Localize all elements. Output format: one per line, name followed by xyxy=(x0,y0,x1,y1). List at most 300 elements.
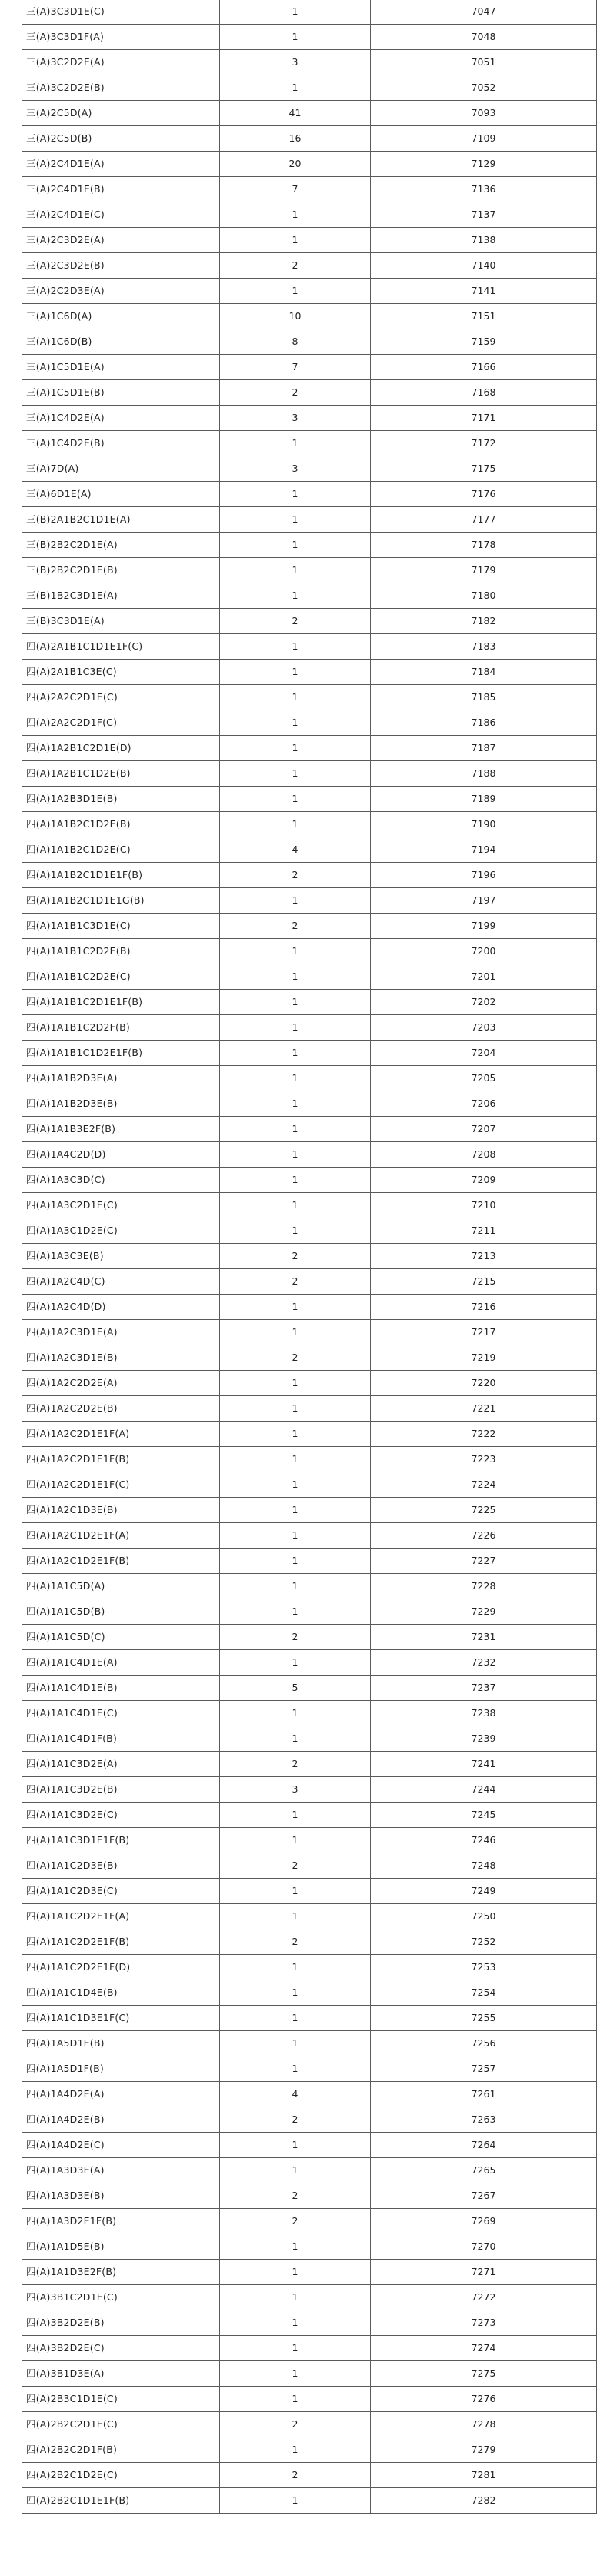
row-count-cell: 1 xyxy=(220,2260,371,2285)
row-count-cell: 1 xyxy=(220,888,371,914)
row-count-cell: 1 xyxy=(220,228,371,253)
table-row xyxy=(22,1041,597,1066)
table-row xyxy=(22,914,597,939)
row-code-cell: 四(A)1A2C1D2E1F(A) xyxy=(22,1523,220,1549)
row-total-cell: 7203 xyxy=(371,1015,597,1041)
row-count-cell: 1 xyxy=(220,1523,371,1549)
row-code-cell: 四(A)1A1D3E2F(B) xyxy=(22,2260,220,2285)
row-code-cell: 四(A)1A1B2D3E(B) xyxy=(22,1091,220,1117)
row-total-cell: 7208 xyxy=(371,1142,597,1168)
row-total-cell: 7241 xyxy=(371,1752,597,1777)
row-code-cell: 四(A)1A2B3D1E(B) xyxy=(22,787,220,812)
table-row xyxy=(22,2056,597,2082)
row-code-cell: 四(A)1A1B1C2D1E1F(B) xyxy=(22,990,220,1015)
row-code-cell: 四(A)1A1B2C1D1E1F(B) xyxy=(22,863,220,888)
row-total-cell: 7182 xyxy=(371,609,597,634)
row-count-cell: 1 xyxy=(220,1142,371,1168)
row-code-cell: 三(A)1C6D(B) xyxy=(22,329,220,355)
table-row xyxy=(22,1929,597,1955)
table-row xyxy=(22,2463,597,2488)
row-code-cell: 三(A)1C4D2E(B) xyxy=(22,431,220,456)
row-code-cell: 三(A)3C2D2E(B) xyxy=(22,75,220,101)
row-count-cell: 1 xyxy=(220,761,371,787)
table-row xyxy=(22,939,597,964)
row-code-cell: 四(A)1A1B2C1D2E(C) xyxy=(22,837,220,863)
row-total-cell: 7200 xyxy=(371,939,597,964)
row-count-cell: 1 xyxy=(220,558,371,583)
row-code-cell: 四(A)1A3C2D1E(C) xyxy=(22,1193,220,1218)
row-code-cell: 四(A)1A1C2D2E1F(B) xyxy=(22,1929,220,1955)
row-count-cell: 2 xyxy=(220,2463,371,2488)
row-total-cell: 7179 xyxy=(371,558,597,583)
row-total-cell: 7263 xyxy=(371,2107,597,2133)
row-code-cell: 三(A)7D(A) xyxy=(22,456,220,482)
row-code-cell: 四(A)1A4C2D(D) xyxy=(22,1142,220,1168)
table-row xyxy=(22,1777,597,1803)
row-count-cell: 1 xyxy=(220,1168,371,1193)
row-code-cell: 四(A)1A2B1C1D2E(B) xyxy=(22,761,220,787)
table-row xyxy=(22,1701,597,1726)
row-total-cell: 7267 xyxy=(371,2183,597,2209)
row-count-cell: 1 xyxy=(220,685,371,710)
row-total-cell: 7237 xyxy=(371,1676,597,1701)
table-row xyxy=(22,964,597,990)
table-row xyxy=(22,1726,597,1752)
row-count-cell: 1 xyxy=(220,2310,371,2336)
row-code-cell: 四(A)1A2C2D2E(A) xyxy=(22,1371,220,1396)
row-count-cell: 1 xyxy=(220,2158,371,2183)
table-row xyxy=(22,2006,597,2031)
row-count-cell: 2 xyxy=(220,2107,371,2133)
row-code-cell: 四(A)1A2C3D1E(A) xyxy=(22,1320,220,1345)
row-total-cell: 7140 xyxy=(371,253,597,279)
table-row xyxy=(22,253,597,279)
row-code-cell: 四(A)1A1C4D1E(C) xyxy=(22,1701,220,1726)
table-row xyxy=(22,2488,597,2514)
table-row xyxy=(22,1244,597,1269)
row-count-cell: 1 xyxy=(220,2488,371,2514)
table-row xyxy=(22,1168,597,1193)
table-row xyxy=(22,482,597,507)
table-row xyxy=(22,1218,597,1244)
row-count-cell: 2 xyxy=(220,380,371,406)
row-count-cell: 1 xyxy=(220,1193,371,1218)
table-row xyxy=(22,456,597,482)
row-total-cell: 7186 xyxy=(371,710,597,736)
row-count-cell: 1 xyxy=(220,1066,371,1091)
row-code-cell: 四(A)1A4D2E(A) xyxy=(22,2082,220,2107)
row-code-cell: 四(A)1A1B1C2D2E(C) xyxy=(22,964,220,990)
table-row xyxy=(22,1828,597,1853)
row-total-cell: 7246 xyxy=(371,1828,597,1853)
row-count-cell: 1 xyxy=(220,75,371,101)
row-count-cell: 1 xyxy=(220,787,371,812)
row-count-cell: 1 xyxy=(220,1117,371,1142)
row-count-cell: 2 xyxy=(220,863,371,888)
table-row xyxy=(22,2336,597,2361)
table-row xyxy=(22,1549,597,1574)
table-row xyxy=(22,380,597,406)
table-row xyxy=(22,126,597,152)
row-count-cell: 1 xyxy=(220,2056,371,2082)
table-row xyxy=(22,736,597,761)
row-count-cell: 1 xyxy=(220,2234,371,2260)
table-row xyxy=(22,228,597,253)
table-row xyxy=(22,1371,597,1396)
row-count-cell: 1 xyxy=(220,1371,371,1396)
row-code-cell: 四(A)3B2D2E(C) xyxy=(22,2336,220,2361)
table-row xyxy=(22,1117,597,1142)
row-total-cell: 7257 xyxy=(371,2056,597,2082)
row-code-cell: 四(A)1A4D2E(B) xyxy=(22,2107,220,2133)
row-count-cell: 1 xyxy=(220,1091,371,1117)
row-code-cell: 三(A)1C5D1E(A) xyxy=(22,355,220,380)
row-code-cell: 四(A)1A4D2E(C) xyxy=(22,2133,220,2158)
table-row xyxy=(22,1422,597,1447)
table-row xyxy=(22,202,597,228)
row-code-cell: 四(A)2A1B1C3E(C) xyxy=(22,660,220,685)
row-total-cell: 7216 xyxy=(371,1295,597,1320)
row-total-cell: 7232 xyxy=(371,1650,597,1676)
row-code-cell: 四(A)1A2C3D1E(B) xyxy=(22,1345,220,1371)
row-total-cell: 7137 xyxy=(371,202,597,228)
row-count-cell: 2 xyxy=(220,914,371,939)
row-total-cell: 7178 xyxy=(371,533,597,558)
table-row xyxy=(22,863,597,888)
row-total-cell: 7202 xyxy=(371,990,597,1015)
row-total-cell: 7227 xyxy=(371,1549,597,1574)
table-row xyxy=(22,1269,597,1295)
row-count-cell: 1 xyxy=(220,2387,371,2412)
row-total-cell: 7282 xyxy=(371,2488,597,2514)
row-total-cell: 7255 xyxy=(371,2006,597,2031)
table-row xyxy=(22,2412,597,2437)
row-code-cell: 三(A)2C3D2E(B) xyxy=(22,253,220,279)
row-total-cell: 7226 xyxy=(371,1523,597,1549)
row-total-cell: 7215 xyxy=(371,1269,597,1295)
table-row xyxy=(22,2387,597,2412)
table-row xyxy=(22,1498,597,1523)
row-code-cell: 四(A)1A1C1D3E1F(C) xyxy=(22,2006,220,2031)
table-row xyxy=(22,1650,597,1676)
row-count-cell: 1 xyxy=(220,279,371,304)
row-total-cell: 7279 xyxy=(371,2437,597,2463)
row-code-cell: 四(A)1A1C3D1E1F(B) xyxy=(22,1828,220,1853)
table-row xyxy=(22,837,597,863)
table-row xyxy=(22,1879,597,1904)
row-total-cell: 7185 xyxy=(371,685,597,710)
table-row xyxy=(22,634,597,660)
row-count-cell: 1 xyxy=(220,1396,371,1422)
table-row xyxy=(22,279,597,304)
row-total-cell: 7222 xyxy=(371,1422,597,1447)
table-row xyxy=(22,787,597,812)
row-count-cell: 1 xyxy=(220,939,371,964)
row-code-cell: 四(A)1A3C1D2E(C) xyxy=(22,1218,220,1244)
row-count-cell: 1 xyxy=(220,1701,371,1726)
row-total-cell: 7221 xyxy=(371,1396,597,1422)
row-code-cell: 四(A)2B3C1D1E(C) xyxy=(22,2387,220,2412)
row-code-cell: 三(A)6D1E(A) xyxy=(22,482,220,507)
row-count-cell: 3 xyxy=(220,50,371,75)
row-total-cell: 7244 xyxy=(371,1777,597,1803)
row-total-cell: 7196 xyxy=(371,863,597,888)
row-count-cell: 1 xyxy=(220,1803,371,1828)
row-total-cell: 7250 xyxy=(371,1904,597,1929)
table-row xyxy=(22,0,597,25)
row-count-cell: 41 xyxy=(220,101,371,126)
row-code-cell: 四(A)1A3D2E1F(B) xyxy=(22,2209,220,2234)
row-total-cell: 7223 xyxy=(371,1447,597,1472)
row-code-cell: 四(A)1A1B3E2F(B) xyxy=(22,1117,220,1142)
row-total-cell: 7180 xyxy=(371,583,597,609)
row-total-cell: 7177 xyxy=(371,507,597,533)
row-count-cell: 1 xyxy=(220,2336,371,2361)
row-count-cell: 1 xyxy=(220,25,371,50)
row-total-cell: 7109 xyxy=(371,126,597,152)
table-row xyxy=(22,1803,597,1828)
table-row xyxy=(22,533,597,558)
row-total-cell: 7219 xyxy=(371,1345,597,1371)
row-total-cell: 7210 xyxy=(371,1193,597,1218)
row-total-cell: 7205 xyxy=(371,1066,597,1091)
row-code-cell: 四(A)1A1B2D3E(A) xyxy=(22,1066,220,1091)
row-count-cell: 2 xyxy=(220,253,371,279)
row-total-cell: 7256 xyxy=(371,2031,597,2056)
row-total-cell: 7254 xyxy=(371,1980,597,2006)
row-total-cell: 7175 xyxy=(371,456,597,482)
table-row xyxy=(22,1625,597,1650)
row-code-cell: 四(A)1A1B2C1D1E1G(B) xyxy=(22,888,220,914)
row-total-cell: 7197 xyxy=(371,888,597,914)
table-row xyxy=(22,660,597,685)
row-total-cell: 7272 xyxy=(371,2285,597,2310)
row-code-cell: 四(A)1A2C4D(D) xyxy=(22,1295,220,1320)
row-count-cell: 3 xyxy=(220,456,371,482)
row-code-cell: 三(A)2C3D2E(A) xyxy=(22,228,220,253)
row-total-cell: 7172 xyxy=(371,431,597,456)
table-row xyxy=(22,1091,597,1117)
table-row xyxy=(22,1066,597,1091)
row-count-cell: 1 xyxy=(220,812,371,837)
row-total-cell: 7136 xyxy=(371,177,597,202)
row-code-cell: 四(A)2B2C2D1F(B) xyxy=(22,2437,220,2463)
row-code-cell: 四(A)1A1C5D(A) xyxy=(22,1574,220,1599)
data-table xyxy=(22,0,597,2514)
table-row xyxy=(22,304,597,329)
row-count-cell: 1 xyxy=(220,2006,371,2031)
row-code-cell: 三(A)2C5D(A) xyxy=(22,101,220,126)
table-row xyxy=(22,329,597,355)
row-total-cell: 7093 xyxy=(371,101,597,126)
row-total-cell: 7248 xyxy=(371,1853,597,1879)
table-row xyxy=(22,710,597,736)
row-total-cell: 7231 xyxy=(371,1625,597,1650)
table-row xyxy=(22,1523,597,1549)
row-total-cell: 7211 xyxy=(371,1218,597,1244)
row-count-cell: 1 xyxy=(220,1041,371,1066)
row-total-cell: 7273 xyxy=(371,2310,597,2336)
row-code-cell: 三(A)2C4D1E(B) xyxy=(22,177,220,202)
row-count-cell: 1 xyxy=(220,2133,371,2158)
row-total-cell: 7228 xyxy=(371,1574,597,1599)
table-row xyxy=(22,1295,597,1320)
row-count-cell: 1 xyxy=(220,736,371,761)
table-row xyxy=(22,101,597,126)
row-code-cell: 四(A)2A1B1C1D1E1F(C) xyxy=(22,634,220,660)
row-code-cell: 四(A)1A3D3E(B) xyxy=(22,2183,220,2209)
row-count-cell: 1 xyxy=(220,2437,371,2463)
row-count-cell: 1 xyxy=(220,634,371,660)
row-code-cell: 三(B)1B2C3D1E(A) xyxy=(22,583,220,609)
row-code-cell: 四(A)1A5D1F(B) xyxy=(22,2056,220,2082)
row-count-cell: 1 xyxy=(220,0,371,25)
row-total-cell: 7261 xyxy=(371,2082,597,2107)
table-row xyxy=(22,888,597,914)
row-count-cell: 2 xyxy=(220,1625,371,1650)
row-code-cell: 三(A)3C3D1E(C) xyxy=(22,0,220,25)
table-row xyxy=(22,152,597,177)
row-count-cell: 10 xyxy=(220,304,371,329)
row-code-cell: 四(A)1A5D1E(B) xyxy=(22,2031,220,2056)
row-total-cell: 7141 xyxy=(371,279,597,304)
table-row xyxy=(22,1980,597,2006)
row-code-cell: 四(A)1A2C2D1E1F(A) xyxy=(22,1422,220,1447)
row-count-cell: 1 xyxy=(220,507,371,533)
row-count-cell: 1 xyxy=(220,710,371,736)
row-count-cell: 1 xyxy=(220,583,371,609)
row-total-cell: 7252 xyxy=(371,1929,597,1955)
row-code-cell: 四(A)2A2C2D1E(C) xyxy=(22,685,220,710)
row-total-cell: 7220 xyxy=(371,1371,597,1396)
row-total-cell: 7209 xyxy=(371,1168,597,1193)
row-count-cell: 16 xyxy=(220,126,371,152)
row-code-cell: 四(A)1A2C2D1E1F(B) xyxy=(22,1447,220,1472)
row-total-cell: 7189 xyxy=(371,787,597,812)
row-count-cell: 1 xyxy=(220,431,371,456)
row-total-cell: 7269 xyxy=(371,2209,597,2234)
row-count-cell: 1 xyxy=(220,482,371,507)
table-row xyxy=(22,355,597,380)
row-count-cell: 1 xyxy=(220,990,371,1015)
row-count-cell: 2 xyxy=(220,1929,371,1955)
row-code-cell: 四(A)1A1C3D2E(A) xyxy=(22,1752,220,1777)
row-total-cell: 7176 xyxy=(371,482,597,507)
row-total-cell: 7276 xyxy=(371,2387,597,2412)
table-row xyxy=(22,1853,597,1879)
row-code-cell: 四(A)1A3C3E(B) xyxy=(22,1244,220,1269)
row-code-cell: 四(A)1A1B1C2D2E(B) xyxy=(22,939,220,964)
row-total-cell: 7253 xyxy=(371,1955,597,1980)
table-row xyxy=(22,1015,597,1041)
row-count-cell: 1 xyxy=(220,2285,371,2310)
row-count-cell: 1 xyxy=(220,1549,371,1574)
row-count-cell: 2 xyxy=(220,1345,371,1371)
row-count-cell: 1 xyxy=(220,2031,371,2056)
row-code-cell: 四(A)2B2C1D1E1F(B) xyxy=(22,2488,220,2514)
row-total-cell: 7129 xyxy=(371,152,597,177)
row-count-cell: 1 xyxy=(220,1828,371,1853)
row-total-cell: 7207 xyxy=(371,1117,597,1142)
row-total-cell: 7275 xyxy=(371,2361,597,2387)
row-code-cell: 三(A)3C3D1F(A) xyxy=(22,25,220,50)
row-count-cell: 1 xyxy=(220,1879,371,1904)
table-row xyxy=(22,583,597,609)
row-total-cell: 7052 xyxy=(371,75,597,101)
table-row xyxy=(22,2234,597,2260)
row-total-cell: 7184 xyxy=(371,660,597,685)
row-total-cell: 7151 xyxy=(371,304,597,329)
row-total-cell: 7217 xyxy=(371,1320,597,1345)
row-code-cell: 四(A)1A1C5D(B) xyxy=(22,1599,220,1625)
row-code-cell: 三(A)3C2D2E(A) xyxy=(22,50,220,75)
row-total-cell: 7048 xyxy=(371,25,597,50)
table-row xyxy=(22,558,597,583)
table-row xyxy=(22,1752,597,1777)
table-row xyxy=(22,1320,597,1345)
row-code-cell: 四(A)1A1B1C3D1E(C) xyxy=(22,914,220,939)
table-row xyxy=(22,812,597,837)
row-count-cell: 1 xyxy=(220,1904,371,1929)
row-code-cell: 三(B)2B2C2D1E(A) xyxy=(22,533,220,558)
row-code-cell: 四(A)1A1C2D3E(C) xyxy=(22,1879,220,1904)
row-code-cell: 四(A)1A3C3D(C) xyxy=(22,1168,220,1193)
row-count-cell: 1 xyxy=(220,1015,371,1041)
table-row xyxy=(22,1904,597,1929)
row-code-cell: 四(A)1A1C3D2E(C) xyxy=(22,1803,220,1828)
row-code-cell: 四(A)1A1D5E(B) xyxy=(22,2234,220,2260)
row-total-cell: 7229 xyxy=(371,1599,597,1625)
row-count-cell: 7 xyxy=(220,355,371,380)
table-row xyxy=(22,75,597,101)
row-count-cell: 4 xyxy=(220,2082,371,2107)
table-row xyxy=(22,2133,597,2158)
table-row xyxy=(22,685,597,710)
row-code-cell: 四(A)1A1C4D1F(B) xyxy=(22,1726,220,1752)
row-count-cell: 2 xyxy=(220,1269,371,1295)
row-count-cell: 8 xyxy=(220,329,371,355)
row-count-cell: 2 xyxy=(220,1244,371,1269)
table-body xyxy=(22,0,597,2514)
row-total-cell: 7245 xyxy=(371,1803,597,1828)
row-code-cell: 四(A)1A1C2D2E1F(A) xyxy=(22,1904,220,1929)
row-code-cell: 三(A)1C6D(A) xyxy=(22,304,220,329)
table-row xyxy=(22,1955,597,1980)
row-code-cell: 四(A)1A2C1D3E(B) xyxy=(22,1498,220,1523)
table-row xyxy=(22,1676,597,1701)
row-total-cell: 7201 xyxy=(371,964,597,990)
table-row xyxy=(22,2310,597,2336)
table-row xyxy=(22,2285,597,2310)
row-count-cell: 1 xyxy=(220,202,371,228)
row-count-cell: 2 xyxy=(220,609,371,634)
row-count-cell: 1 xyxy=(220,660,371,685)
row-count-cell: 2 xyxy=(220,1752,371,1777)
row-count-cell: 2 xyxy=(220,2209,371,2234)
row-count-cell: 2 xyxy=(220,1853,371,1879)
row-code-cell: 三(A)2C2D3E(A) xyxy=(22,279,220,304)
table-row xyxy=(22,2183,597,2209)
row-total-cell: 7199 xyxy=(371,914,597,939)
row-count-cell: 2 xyxy=(220,2412,371,2437)
table-row xyxy=(22,177,597,202)
row-total-cell: 7238 xyxy=(371,1701,597,1726)
row-code-cell: 四(A)1A1C2D3E(B) xyxy=(22,1853,220,1879)
table-row xyxy=(22,990,597,1015)
row-count-cell: 20 xyxy=(220,152,371,177)
row-total-cell: 7159 xyxy=(371,329,597,355)
row-total-cell: 7166 xyxy=(371,355,597,380)
